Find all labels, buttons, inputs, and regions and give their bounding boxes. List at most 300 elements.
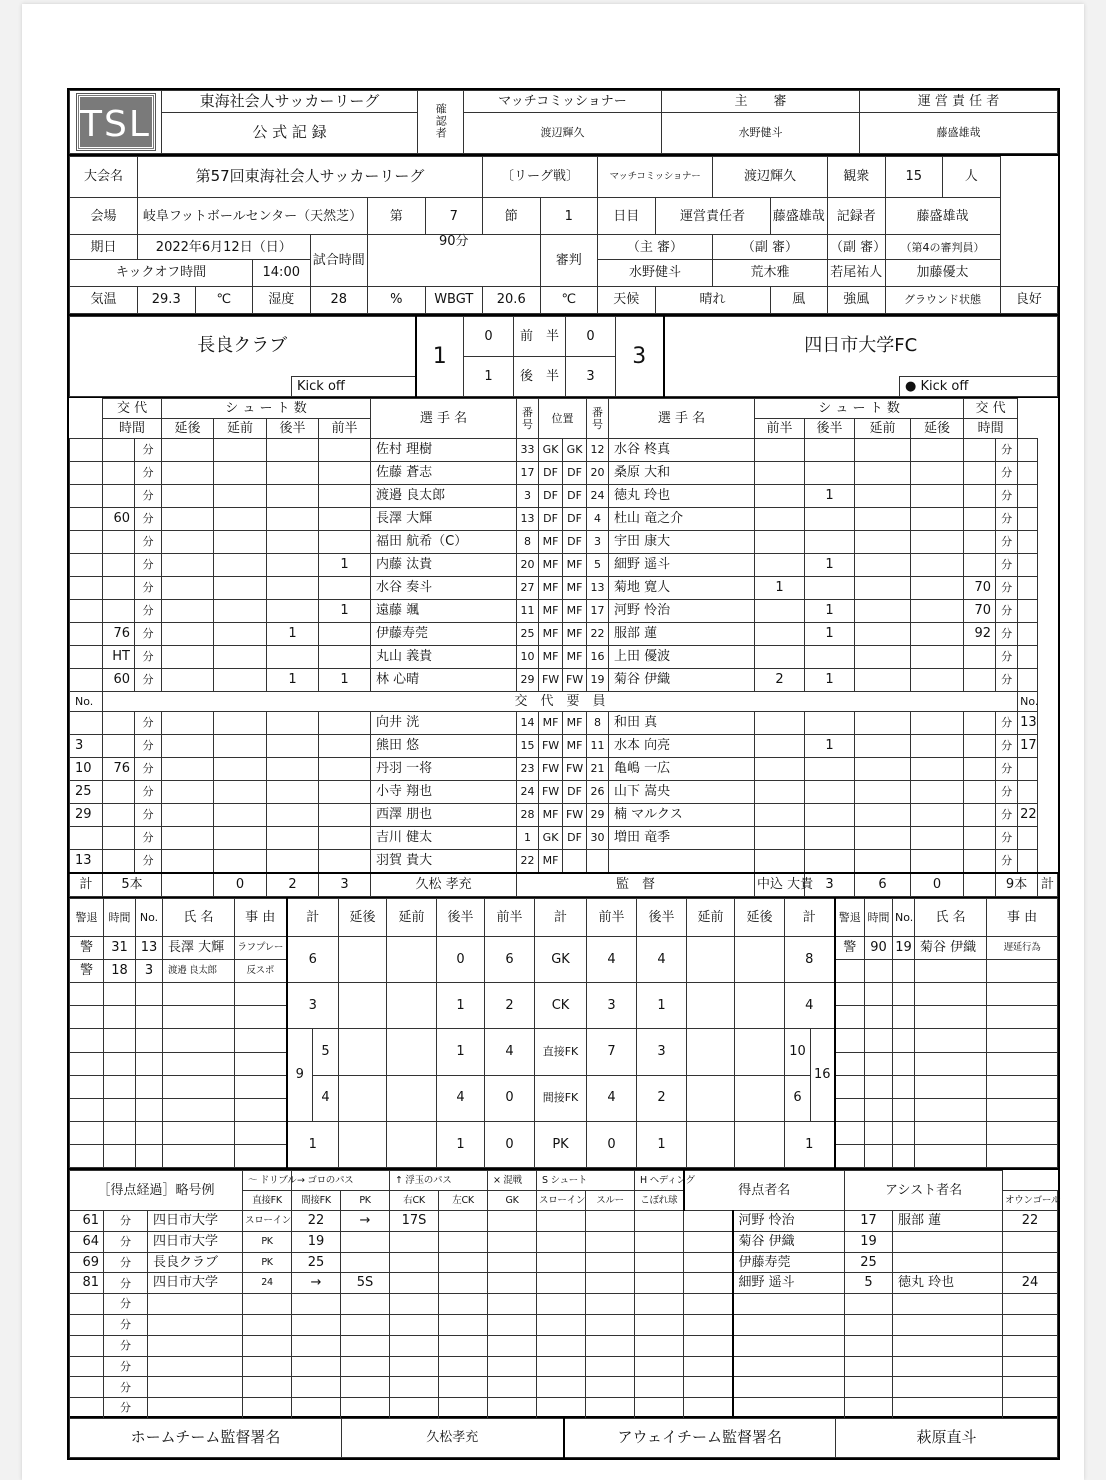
stat-label: 直接FK (535, 1029, 587, 1075)
goal-detail-2: 25 (292, 1252, 341, 1273)
stat-label-header: 計 (535, 899, 587, 937)
away-player-position (563, 850, 587, 873)
away-team-name: 四日市大学FC (664, 317, 1058, 377)
goal-time: 64 (70, 1231, 104, 1252)
home-player-name: 羽賀 貴大 (371, 850, 517, 873)
away-sub-in-no (1018, 758, 1038, 781)
home-shots-h1 (319, 804, 371, 827)
home-stat-total: 3 (287, 983, 339, 1029)
home-et2-header: 延後 (162, 419, 214, 439)
venue-label: 会場 (70, 198, 138, 235)
away-stat-sub: 10 (785, 1029, 811, 1075)
away-shots-et1 (855, 758, 911, 781)
goal-detail-10 (684, 1335, 733, 1356)
away-stat-h1: 0 (587, 1121, 637, 1167)
home-sub-min: 分 (135, 531, 162, 554)
home-et1-header: 延前 (214, 419, 267, 439)
away-player-name: 徳丸 玲也 (609, 485, 755, 508)
home-shots-h1: 1 (319, 600, 371, 623)
home-player-name: 伊藤寿莞 (371, 623, 517, 646)
kickoff-label: キックオフ時間 (70, 260, 253, 287)
home-sub-min: 分 (135, 623, 162, 646)
home-stat-et1 (387, 1075, 437, 1121)
away-total-score: 3 (616, 317, 664, 397)
home-player-position: FW (539, 758, 563, 781)
away-coach-signature-label: アウェイチーム監督署名 (564, 1419, 836, 1458)
home-player-name: 丹羽 一将 (371, 758, 517, 781)
goal-detail-5 (439, 1314, 488, 1335)
away-shots-h2: 1 (805, 554, 855, 577)
home-sub-time (103, 462, 135, 485)
weather-label: 天候 (598, 287, 656, 314)
goal-assist (893, 1252, 1003, 1273)
goal-detail-2 (292, 1377, 341, 1398)
confirm-name-referee: 水野健斗 (662, 113, 860, 154)
away-shots-et2 (911, 531, 964, 554)
goal-scorer: 河野 怜治 (733, 1211, 845, 1232)
away-card-kind (835, 983, 865, 1006)
goal-detail-3 (341, 1231, 390, 1252)
home-subs-total: 5本 (103, 873, 162, 897)
goal-detail-8 (586, 1398, 635, 1419)
goal-row (70, 1294, 1058, 1315)
home-player-number: 14 (517, 712, 539, 735)
goal-scorer-no: 17 (845, 1211, 893, 1232)
home-card-time (104, 983, 136, 1006)
goal-assist-no (1003, 1356, 1058, 1377)
position-header: 位置 (539, 399, 587, 439)
away-shots-h1 (755, 600, 805, 623)
commissioner-name: 渡辺輝久 (713, 157, 828, 198)
goal-scorer (733, 1294, 845, 1315)
home-shots-et2 (162, 712, 214, 735)
goal-detail-2: 19 (292, 1231, 341, 1252)
goal-assist-no: 22 (1003, 1211, 1058, 1232)
away-card-time: 90 (865, 937, 893, 960)
home-stat-et2 (339, 1075, 387, 1121)
goal-detail-1 (243, 1398, 292, 1419)
goal-min: 分 (104, 1398, 148, 1419)
tournament-name: 第57回東海社会人サッカーリーグ (138, 157, 483, 198)
away-card-kind (835, 1006, 865, 1029)
away-shots-header: シ ュ ー ト 数 (755, 399, 964, 419)
home-shots-et1 (214, 646, 267, 669)
goal-team (148, 1356, 243, 1377)
home-shots-et2 (162, 577, 214, 600)
goal-detail-5 (439, 1231, 488, 1252)
home-player-name: 吉川 健太 (371, 827, 517, 850)
home-sub-in-no: 13 (70, 850, 103, 873)
goal-detail-9 (635, 1356, 684, 1377)
goal-team (148, 1398, 243, 1419)
home-card-reason (235, 1029, 287, 1052)
away-player-number: 11 (587, 735, 609, 758)
away-sub-min: 分 (996, 669, 1018, 692)
away-fk-total: 16 (811, 1029, 835, 1121)
goal-time (70, 1377, 104, 1398)
goal-scorer: 細野 遥斗 (733, 1273, 845, 1294)
match-date: 2022年6月12日（日） (138, 235, 311, 260)
away-sub-time (964, 439, 996, 462)
home-stat-et2 (339, 1029, 387, 1075)
home-card-kind (70, 1029, 104, 1052)
home-sub-time (103, 485, 135, 508)
goal-row (70, 1356, 1058, 1377)
goal-detail-2 (292, 1398, 341, 1419)
home-card-name (163, 1006, 235, 1029)
home-card-kind (70, 1144, 104, 1167)
home-card-no (136, 1075, 163, 1098)
away-card-kind (835, 1098, 865, 1121)
day-number: 1 (540, 198, 598, 235)
wbgt-value: 20.6 (483, 287, 541, 314)
away-card-name (915, 983, 987, 1006)
home-shots-h2 (267, 600, 319, 623)
away-card-kind (835, 960, 865, 983)
home-shots-et2 (162, 669, 214, 692)
audience-label: 観衆 (828, 157, 886, 198)
home-stat-et1 (387, 1029, 437, 1075)
home-shots-h2 (267, 850, 319, 873)
goal-detail-8 (586, 1273, 635, 1294)
away-player-position: GK (563, 439, 587, 462)
home-stat-total: 6 (287, 937, 339, 983)
away-stat-h1: 4 (587, 1075, 637, 1121)
away-card-name (915, 1121, 987, 1144)
sub-row (70, 827, 1058, 850)
away-sub-min: 分 (996, 781, 1018, 804)
away-stat-et2 (735, 983, 785, 1029)
goal-detail-9 (635, 1294, 684, 1315)
home-total-score: 1 (416, 317, 464, 397)
away-stat-et1 (687, 1029, 735, 1075)
away-shots-h2: 1 (805, 669, 855, 692)
home-shots-et2 (162, 758, 214, 781)
away-sub-time (964, 781, 996, 804)
home-sub-min: 分 (135, 646, 162, 669)
home-player-name: 長澤 大輝 (371, 508, 517, 531)
away-player-name: 亀嶋 一広 (609, 758, 755, 781)
home-shots-h1: 1 (319, 669, 371, 692)
away-no-label: No. (1018, 692, 1038, 712)
away-sub-min: 分 (996, 508, 1018, 531)
home-player-position: GK (539, 827, 563, 850)
away-player-name: 河野 怜治 (609, 600, 755, 623)
home-sub-in-no (70, 439, 103, 462)
goal-detail-3 (341, 1252, 390, 1273)
away-stat-et1 (687, 937, 735, 983)
goal-detail-7 (537, 1356, 586, 1377)
home-card-no (136, 1098, 163, 1121)
goal-detail-5 (439, 1335, 488, 1356)
goal-detail-5 (439, 1211, 488, 1232)
away-h2-total: 6 (855, 873, 911, 897)
home-stat-et1 (387, 983, 437, 1029)
goal-detail-4 (390, 1273, 439, 1294)
home-player-name: 熊田 悠 (371, 735, 517, 758)
home-shots-h1 (319, 439, 371, 462)
humidity-value: 28 (310, 287, 368, 314)
home-sub-in-no (70, 827, 103, 850)
home-card-kind (70, 983, 104, 1006)
stat-label: PK (535, 1121, 587, 1167)
away-player-number: 29 (587, 804, 609, 827)
goal-detail-1 (243, 1314, 292, 1335)
away-player-number: 8 (587, 712, 609, 735)
away-card-name (915, 1052, 987, 1075)
home-card-name-header: 氏 名 (163, 899, 235, 937)
confirm-role-manager: 運 営 責 任 者 (860, 91, 1058, 113)
home-stat-sub: 5 (313, 1029, 339, 1075)
goal-min: 分 (104, 1211, 148, 1232)
home-player-name: 丸山 義貴 (371, 646, 517, 669)
goal-detail-6 (488, 1231, 537, 1252)
stat-label: CK (535, 983, 587, 1029)
goal-time (70, 1294, 104, 1315)
home-stat-h1: 0 (485, 1121, 535, 1167)
card-stat-row (70, 983, 1058, 1006)
home-player-number: 11 (517, 600, 539, 623)
subs-label: 交 代 要 員 (103, 692, 1018, 712)
away-sub-time (964, 646, 996, 669)
home-shots-et2 (162, 485, 214, 508)
home-card-name (163, 983, 235, 1006)
away-shots-h2 (805, 646, 855, 669)
home-card-kind (70, 1052, 104, 1075)
away-shots-et1 (855, 600, 911, 623)
home-card-no (136, 1052, 163, 1075)
away-player-header: 選 手 名 (609, 399, 755, 439)
goal-row (70, 1273, 1058, 1294)
home-card-reason-header: 事 由 (235, 899, 287, 937)
away-shots-et1 (855, 827, 911, 850)
home-h1-total: 3 (319, 873, 371, 897)
away-card-time (865, 1121, 893, 1144)
away-sub-min: 分 (996, 712, 1018, 735)
away-player-number: 12 (587, 439, 609, 462)
away-sub-time (964, 508, 996, 531)
legend-gk: GK (488, 1191, 537, 1211)
away-shots-h2 (805, 827, 855, 850)
home-shots-h2 (267, 735, 319, 758)
away-shots-h2 (805, 850, 855, 873)
home-player-position: MF (539, 804, 563, 827)
goal-detail-9 (635, 1211, 684, 1232)
sub-row (70, 735, 1058, 758)
goal-detail-3 (341, 1377, 390, 1398)
away-sub-in-no (1018, 781, 1038, 804)
away-player-name: 上田 優波 (609, 646, 755, 669)
home-sub-min: 分 (135, 827, 162, 850)
home-card-reason (235, 1075, 287, 1098)
home-stat-total: 1 (287, 1121, 339, 1167)
home-sub-min: 分 (135, 781, 162, 804)
referee-role-ar1: （副 審） (713, 235, 828, 260)
away-player-name: 菊谷 伊織 (609, 669, 755, 692)
goal-detail-9 (635, 1273, 684, 1294)
home-shots-h1 (319, 508, 371, 531)
away-card-reason (987, 960, 1058, 983)
away-shots-h2: 1 (805, 623, 855, 646)
away-sub-in-no (1018, 531, 1038, 554)
goal-team: 四日市大学 (148, 1231, 243, 1252)
goal-detail-8 (586, 1377, 635, 1398)
away-card-reason (987, 1029, 1058, 1052)
card-stat-row (70, 1029, 1058, 1052)
away-player-name: 杜山 竜之介 (609, 508, 755, 531)
lineup-block (69, 398, 1058, 898)
lineup-table (69, 398, 1058, 897)
home-shots-et2 (162, 850, 214, 873)
goal-detail-10 (684, 1398, 733, 1419)
coach-label: 監 督 (517, 873, 755, 897)
away-stat-h2-header: 後半 (637, 899, 687, 937)
header-block (69, 90, 1058, 156)
starter-row (70, 577, 1058, 600)
home-sub-min: 分 (135, 554, 162, 577)
home-player-number: 10 (517, 646, 539, 669)
away-card-no: 19 (893, 937, 915, 960)
home-card-time (104, 1075, 136, 1098)
legend-heading: H ヘディング (635, 1171, 684, 1191)
home-shots-h2 (267, 712, 319, 735)
legend-ground-pass: → ゴロのパス (292, 1171, 390, 1191)
day-label: 日目 (598, 198, 656, 235)
away-h1-header: 前半 (755, 419, 805, 439)
home-card-no: 3 (136, 960, 163, 983)
away-sub-time (964, 485, 996, 508)
away-stat-et1 (687, 983, 735, 1029)
starter-row (70, 623, 1058, 646)
home-player-number: 27 (517, 577, 539, 600)
away-first-half: 0 (566, 317, 616, 357)
card-stat-row (70, 1121, 1058, 1144)
card-stat-row (70, 1075, 1058, 1098)
home-shots-h1 (319, 850, 371, 873)
away-sub-in-no (1018, 827, 1038, 850)
home-card-name (163, 1121, 235, 1144)
home-shots-et1 (214, 508, 267, 531)
away-card-reason (987, 1098, 1058, 1121)
home-sub-in-no (70, 646, 103, 669)
home-sub-time (103, 712, 135, 735)
goal-detail-6 (488, 1294, 537, 1315)
home-player-number: 29 (517, 669, 539, 692)
goal-assist (893, 1294, 1003, 1315)
home-shots-h1 (319, 531, 371, 554)
referee-ar2: 若尾祐人 (828, 260, 886, 287)
goal-detail-8 (586, 1252, 635, 1273)
away-stat-h1: 4 (587, 937, 637, 983)
away-player-position: MF (563, 623, 587, 646)
home-card-time: 18 (104, 960, 136, 983)
home-sub-time (103, 827, 135, 850)
goal-detail-5 (439, 1273, 488, 1294)
away-card-time (865, 1144, 893, 1167)
goal-assist-no (1003, 1231, 1058, 1252)
goal-detail-9 (635, 1231, 684, 1252)
goal-detail-7 (537, 1211, 586, 1232)
starter-row (70, 554, 1058, 577)
home-coach-signature-label: ホームチーム監督署名 (70, 1419, 342, 1458)
away-stat-h1: 3 (587, 983, 637, 1029)
away-shots-h1 (755, 712, 805, 735)
confirm-name-manager: 藤盛雄哉 (860, 113, 1058, 154)
away-shots-et1 (855, 646, 911, 669)
home-player-position: DF (539, 508, 563, 531)
away-player-number: 5 (587, 554, 609, 577)
goal-row (70, 1314, 1058, 1335)
away-shots-et2 (911, 623, 964, 646)
away-sub-time (964, 850, 996, 873)
away-card-name: 菊谷 伊織 (915, 937, 987, 960)
away-shots-h2 (805, 508, 855, 531)
away-sub-min: 分 (996, 531, 1018, 554)
away-sub-min: 分 (996, 439, 1018, 462)
goal-detail-2 (292, 1294, 341, 1315)
away-sub-in-no (1018, 850, 1038, 873)
away-player-name: 水本 向亮 (609, 735, 755, 758)
goal-assist (893, 1314, 1003, 1335)
home-shots-h1 (319, 462, 371, 485)
home-sub-time: HT (103, 646, 135, 669)
home-card-time-header: 時間 (104, 899, 136, 937)
home-shots-et2 (162, 623, 214, 646)
home-player-position: DF (539, 462, 563, 485)
home-player-name: 渡邉 良太郎 (371, 485, 517, 508)
home-card-name (163, 1029, 235, 1052)
goal-detail-9 (635, 1377, 684, 1398)
away-stat-et2 (735, 1121, 785, 1167)
away-coach-signature: 萩原直斗 (836, 1419, 1058, 1458)
goals-title: ［得点経過］略号例 (70, 1171, 243, 1211)
away-card-no (893, 1121, 915, 1144)
home-card-kind-header: 警退 (70, 899, 104, 937)
goal-detail-4 (390, 1356, 439, 1377)
home-sub-time (103, 531, 135, 554)
home-player-name: 水谷 奏斗 (371, 577, 517, 600)
away-sub-in-no: 13 (1018, 712, 1038, 735)
home-card-name (163, 1075, 235, 1098)
home-card-name (163, 1144, 235, 1167)
home-card-kind (70, 1098, 104, 1121)
away-card-name (915, 1006, 987, 1029)
home-card-reason (235, 1121, 287, 1144)
sub-row (70, 712, 1058, 735)
away-sub-time (964, 531, 996, 554)
goal-assist: 服部 蓮 (893, 1211, 1003, 1232)
away-player-name: 水谷 柊真 (609, 439, 755, 462)
audience-unit: 人 (943, 157, 1001, 198)
home-card-time (104, 1098, 136, 1121)
goal-scorer-no (845, 1294, 893, 1315)
home-player-position: MF (539, 850, 563, 873)
home-card-reason: ラフプレー (235, 937, 287, 960)
away-card-name (915, 1098, 987, 1121)
home-shots-h1 (319, 735, 371, 758)
away-player-position: FW (563, 804, 587, 827)
home-card-reason (235, 983, 287, 1006)
home-stat-h2: 4 (437, 1075, 485, 1121)
home-card-name: 渡邉 良太郎 (163, 960, 235, 983)
home-player-number: 15 (517, 735, 539, 758)
home-shots-h2 (267, 758, 319, 781)
home-player-number: 20 (517, 554, 539, 577)
away-sub-time: 92 (964, 623, 996, 646)
weather-value: 晴れ (655, 287, 770, 314)
home-stat-h1-header: 前半 (485, 899, 535, 937)
away-card-name (915, 1029, 987, 1052)
